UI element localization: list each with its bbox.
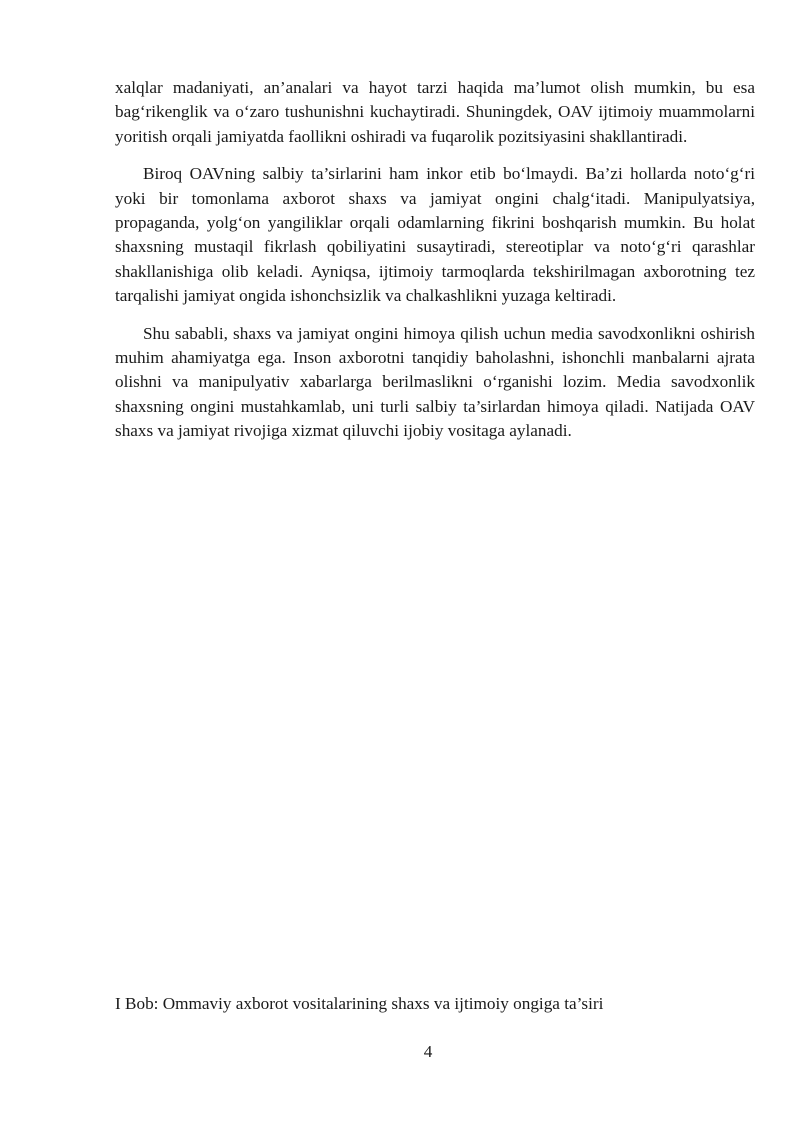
body-text	[115, 76, 755, 457]
paragraph-continuation: xalqlar madaniyati, an’analari va hayot tarzi haqida ma’lumot olish mumkin, bu esa bag‘rikenglik va o‘zaro tushunishni kuchaytiradi. Shuningdek, OAV ijtimoiy muammolarni yoritish orqali jamiyatda faollikni oshiradi va fuqarolik pozitsiyasini shakllantiradi.	[115, 78, 755, 146]
paragraph-media-literacy: Shu sababli, shaxs va jamiyat ongini himoya qilish uchun media savodxonlikni oshirish muhim ahamiyatga ega. Inson axborotni tanqidiy baholashni, ishonchli manbalarni ajrata olishni va manipulyativ xabarlarga berilmaslikni o‘rganishi lozim. Media savodxonlik shaxsning ongini mustahkamlab, uni turli salbiy ta’sirlardan himoya qiladi. Natijada OAV shaxs va jamiyat rivojiga xizmat qiluvchi ijobiy vositaga aylanadi.	[115, 323, 755, 441]
paragraph-negative-effects: Biroq OAVning salbiy ta’sirlarini ham inkor etib bo‘lmaydi. Ba’zi hollarda noto‘g‘ri yoki bir tomonlama axborot shaxs va jamiyat ongini chalg‘itadi. Manipulyatsiya, propaganda, yolg‘on yangiliklar orqali odamlarning fikrini boshqarish mumkin. Bu holat shaxsning mustaqil fikrlash qobiliyatini susaytiradi, stereotiplar va noto‘g‘ri qarashlar shakllanishiga olib keladi. Ayniqsa, ijtimoiy tarmoqlarda tekshirilmagan axborotning tez tarqalishi jamiyat ongida ishonchsizlik va chalkashlikni yuzaga keltiradi.	[115, 164, 755, 306]
page-number: 4	[423, 1042, 433, 1061]
chapter-footer-title: I Bob: Ommaviy axborot vositalarining shaxs va ijtimoiy ongiga ta’siri	[115, 994, 604, 1013]
